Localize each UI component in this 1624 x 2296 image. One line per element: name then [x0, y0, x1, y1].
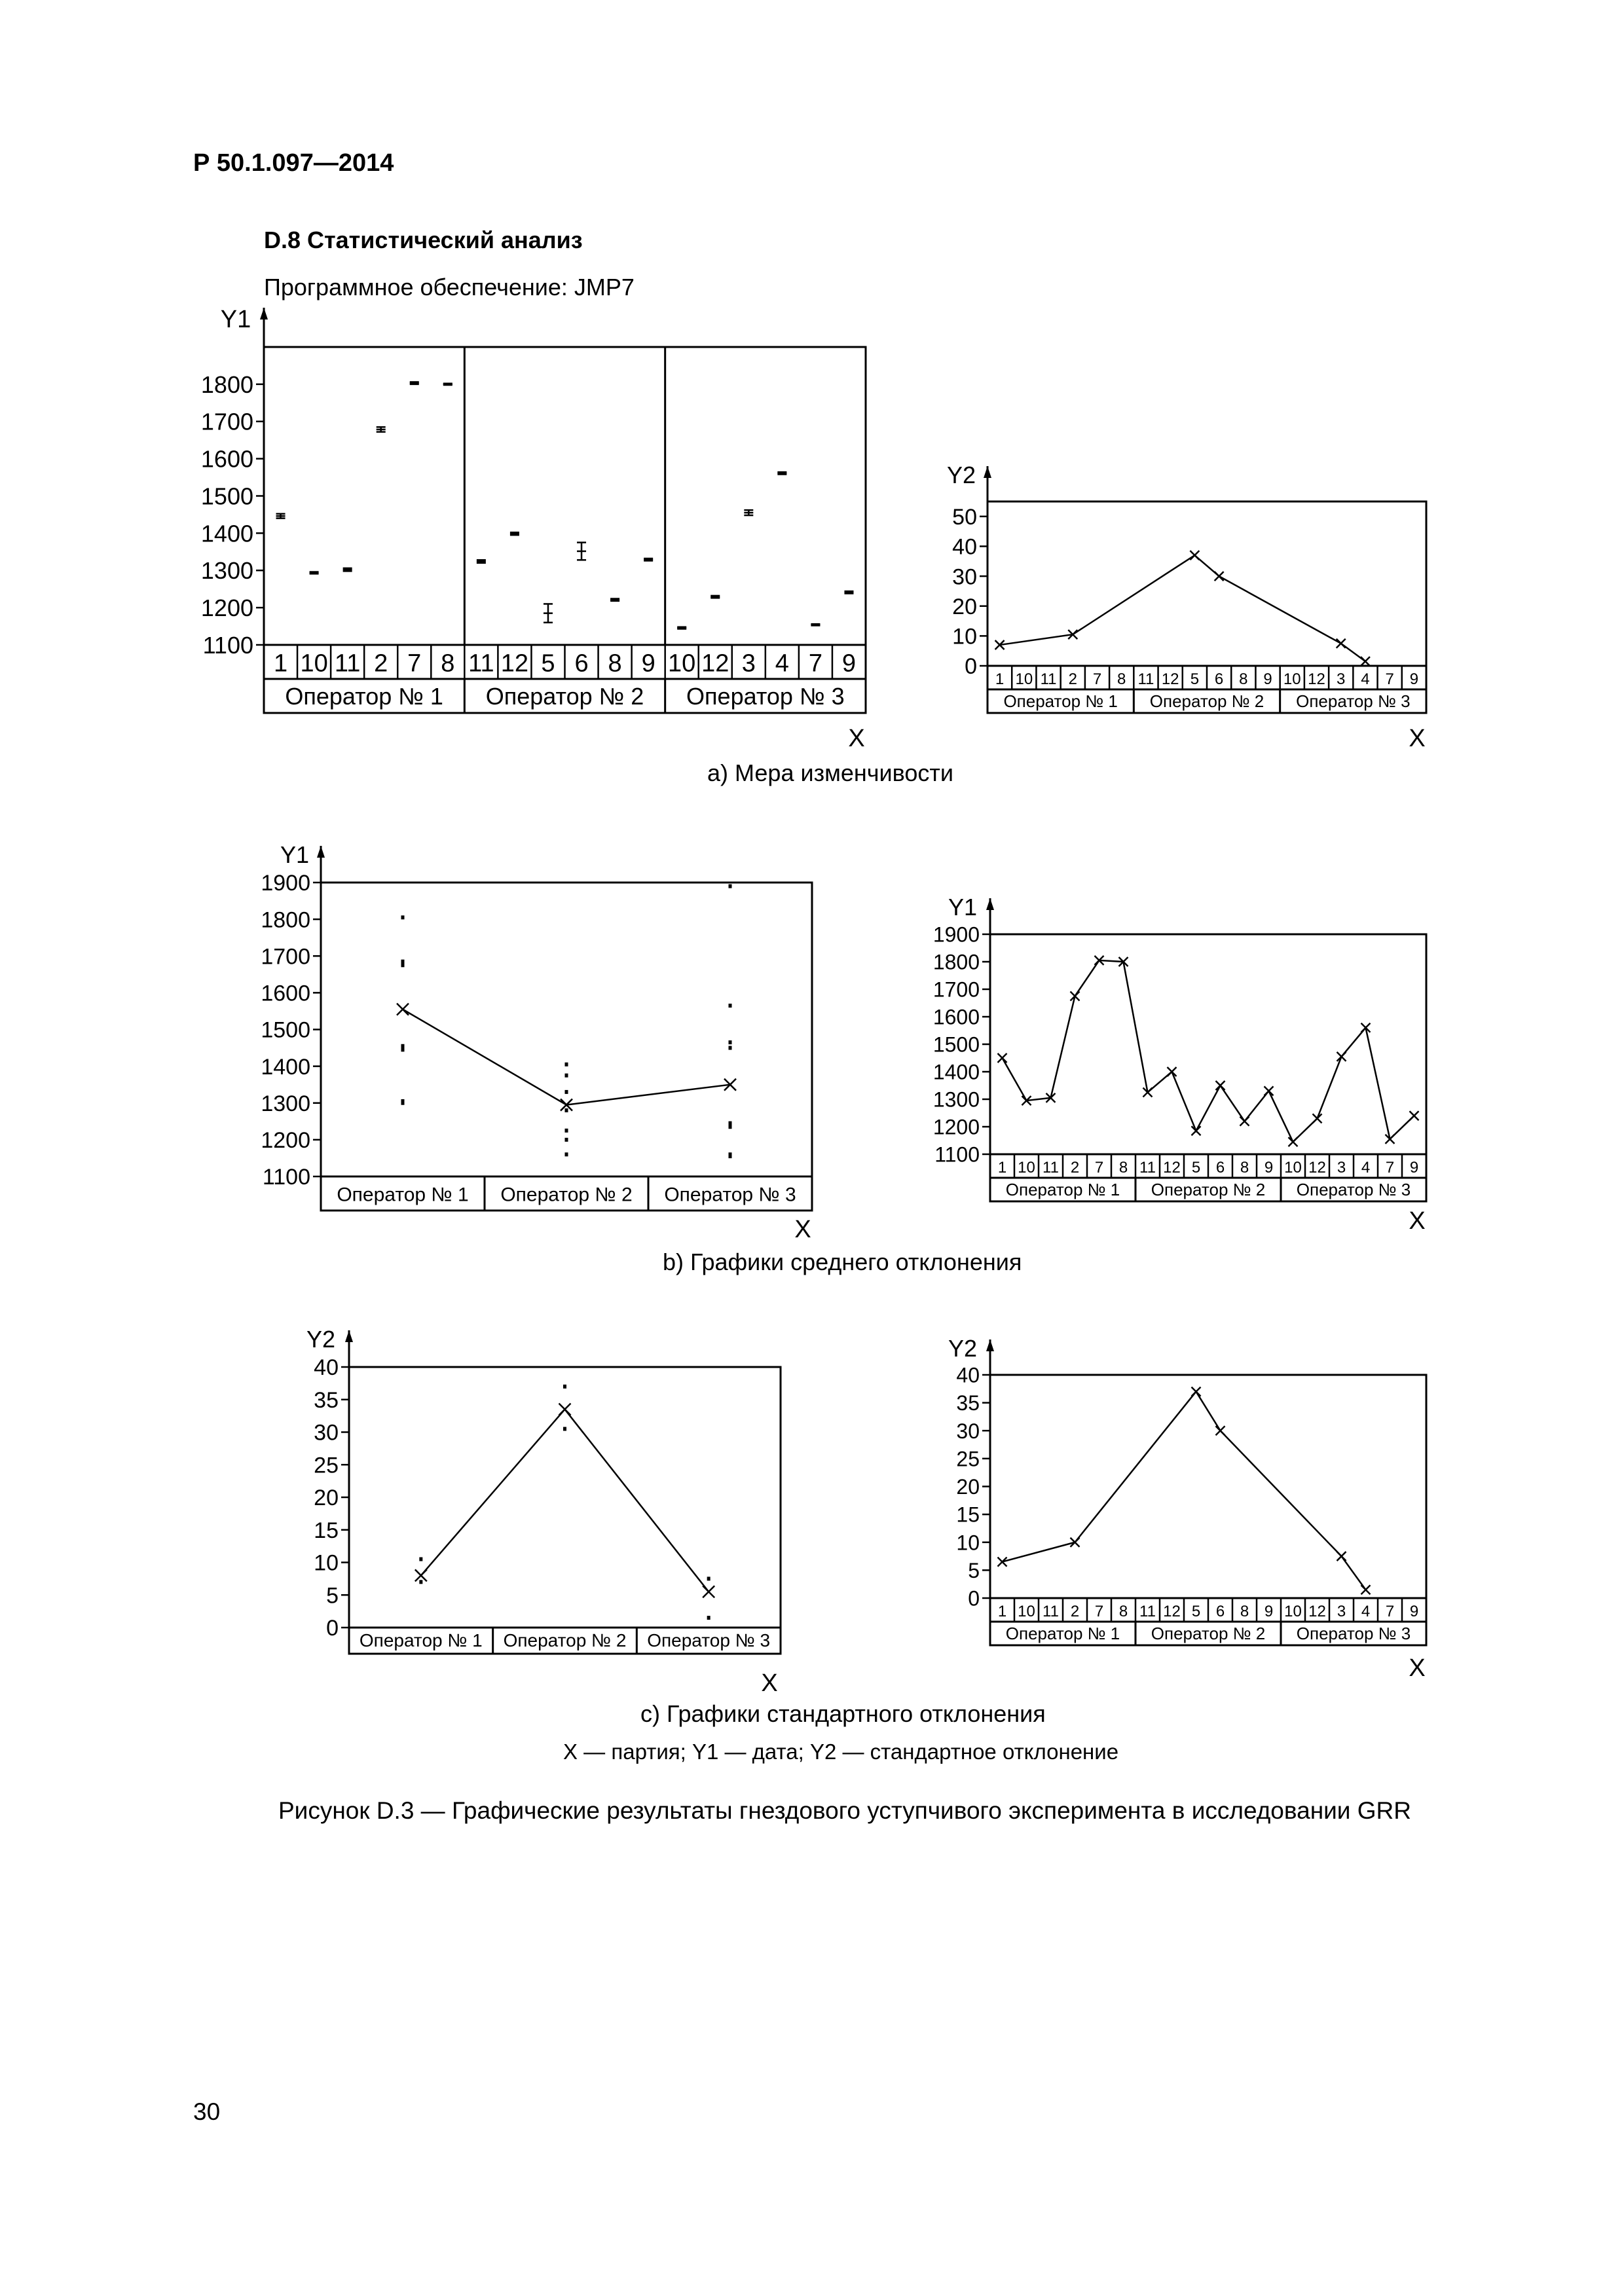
part-label: 1	[995, 670, 1005, 689]
data-point-marker	[1337, 1552, 1346, 1561]
software-note: Программное обеспечение: JMP7	[264, 274, 635, 301]
part-label: 2	[1068, 670, 1077, 689]
x-axis-label: X	[848, 725, 865, 752]
operator-label: Оператор № 3	[1296, 1180, 1411, 1199]
y-tick-label: 1600	[932, 1005, 980, 1029]
part-label: 8	[1117, 670, 1126, 689]
x-axis-label: X	[1409, 1207, 1426, 1235]
observation-dot	[707, 1616, 710, 1620]
data-point-marker	[1361, 657, 1370, 666]
data-point-marker	[1192, 1387, 1201, 1396]
part-label: 8	[608, 649, 622, 678]
data-point-marker	[1215, 572, 1224, 581]
part-label: 10	[1284, 1159, 1302, 1177]
y-tick-label: 40	[952, 534, 977, 560]
y-tick-label: 40	[956, 1363, 980, 1387]
part-label: 1	[997, 1603, 1007, 1621]
part-label: 8	[441, 649, 455, 678]
part-label: 10	[1018, 1603, 1035, 1621]
y-tick-label: 5	[968, 1558, 980, 1582]
part-label: 3	[1337, 1159, 1346, 1177]
part-label: 2	[1070, 1603, 1080, 1621]
data-point-marker	[1337, 1052, 1346, 1061]
data-point-marker	[1361, 1585, 1371, 1594]
y-tick-label: 1600	[200, 445, 253, 473]
part-label: 10	[1015, 670, 1033, 689]
y-tick-label: 1100	[202, 631, 253, 659]
part-label: 12	[1163, 1159, 1181, 1177]
observation-dot	[401, 960, 405, 964]
axis-legend: X — партия; Y1 — дата; Y2 — стандартное отклонение	[563, 1740, 1119, 1764]
y-tick-label: 1700	[200, 408, 253, 435]
y-tick-label: 1900	[932, 922, 980, 947]
part-label: 8	[1240, 1603, 1249, 1621]
y-tick-label: 1300	[200, 557, 253, 585]
plot-frame	[990, 1375, 1426, 1598]
part-label: 12	[1308, 1159, 1326, 1177]
observation-dot	[729, 1004, 732, 1008]
y-tick-label: 15	[314, 1518, 339, 1543]
data-point-marker	[1216, 1081, 1225, 1090]
part-label: 11	[1040, 670, 1057, 689]
observation-dot	[729, 884, 732, 888]
operator-label: Оператор № 2	[500, 1184, 633, 1206]
y-tick-label: 1200	[932, 1115, 980, 1139]
figure-caption: Рисунок D.3 — Графические результаты гнездового уступчивого эксперимента в исследовании GRR	[278, 1797, 1411, 1824]
data-point-marker	[1216, 1426, 1225, 1435]
observation-dot	[565, 1063, 568, 1066]
caption-a: а) Мера изменчивости	[707, 759, 953, 786]
page-number: 30	[193, 2098, 221, 2125]
part-label: 6	[1215, 1159, 1225, 1177]
part-label: 9	[1264, 1603, 1274, 1621]
x-axis-label: X	[761, 1669, 778, 1697]
y-tick-label: 20	[956, 1475, 980, 1499]
x-axis-label: X	[1409, 725, 1426, 752]
y-tick-label: 35	[314, 1387, 339, 1413]
y-axis-arrow	[984, 466, 991, 478]
data-point-marker	[559, 1404, 571, 1415]
y-axis-label: Y2	[946, 462, 976, 488]
y-tick-label: 1400	[261, 1054, 310, 1080]
y-tick-label: 1200	[200, 594, 253, 622]
y-tick-label: 1200	[261, 1128, 310, 1154]
operator-label: Оператор № 2	[503, 1630, 627, 1650]
y-tick-label: 10	[952, 624, 977, 649]
y-tick-label: 1800	[261, 907, 310, 933]
part-label: 10	[1284, 1603, 1302, 1621]
data-point-marker	[1264, 1086, 1274, 1095]
part-label: 9	[1409, 1603, 1419, 1621]
data-point-marker	[703, 1586, 714, 1597]
y-axis-label: Y1	[948, 894, 978, 920]
y-tick-label: 1400	[200, 520, 253, 547]
y-tick-label: 10	[956, 1531, 980, 1555]
x-axis-label: X	[794, 1216, 811, 1243]
series-line	[1003, 1392, 1366, 1590]
y-tick-label: 15	[956, 1503, 980, 1527]
x-axis-label: X	[1409, 1654, 1426, 1682]
y-axis-arrow	[345, 1330, 353, 1342]
part-label: 12	[701, 649, 729, 678]
part-label: 11	[1139, 1603, 1156, 1621]
y-tick-label: 1100	[262, 1165, 310, 1190]
observation-dot	[563, 1427, 566, 1431]
part-label: 4	[775, 649, 789, 678]
y-tick-label: 30	[952, 564, 977, 590]
part-label: 2	[374, 649, 388, 678]
operator-label: Оператор № 1	[1005, 1624, 1120, 1643]
observation-dot	[565, 1129, 568, 1133]
caption-b: b) Графики среднего отклонения	[663, 1248, 1022, 1275]
y-tick-label: 35	[956, 1391, 980, 1415]
part-label: 10	[668, 649, 696, 678]
y-tick-label: 1600	[261, 981, 310, 1006]
data-point-marker	[1410, 1111, 1419, 1120]
part-label: 10	[1283, 670, 1301, 689]
part-label: 6	[1215, 1603, 1225, 1621]
observation-dot	[401, 1101, 405, 1105]
part-label: 9	[1264, 1159, 1274, 1177]
series-line	[1003, 960, 1414, 1142]
y-tick-label: 25	[314, 1453, 339, 1478]
operator-label: Оператор № 3	[647, 1630, 771, 1650]
data-point-marker	[1289, 1137, 1298, 1146]
part-label: 11	[468, 649, 494, 678]
part-label: 8	[1118, 1159, 1128, 1177]
operator-label: Оператор № 2	[1151, 1180, 1266, 1199]
data-point-marker	[1240, 1117, 1249, 1126]
data-point-marker	[1168, 1067, 1177, 1076]
data-point-marker	[998, 1053, 1007, 1063]
operator-label: Оператор № 1	[285, 683, 443, 710]
part-label: 6	[574, 649, 589, 678]
part-label: 9	[1409, 670, 1419, 689]
document-code: Р 50.1.097—2014	[193, 149, 394, 177]
y-tick-label: 1500	[932, 1032, 980, 1057]
operator-label: Оператор № 3	[1296, 691, 1411, 711]
part-label: 6	[1214, 670, 1224, 689]
data-point-marker	[1190, 551, 1199, 560]
y-tick-label: 1700	[932, 977, 980, 1002]
operator-label: Оператор № 1	[1003, 691, 1118, 711]
y-axis-arrow	[986, 898, 994, 910]
observation-dot	[419, 1558, 422, 1561]
part-label: 3	[1337, 670, 1346, 689]
part-label: 3	[741, 649, 756, 678]
observation-dot	[729, 1125, 732, 1129]
data-point-marker	[1313, 1114, 1322, 1123]
part-label: 7	[1385, 1603, 1395, 1621]
part-label: 9	[841, 649, 857, 678]
part-label: 8	[1118, 1603, 1128, 1621]
y-tick-label: 1500	[261, 1017, 310, 1043]
y-tick-label: 40	[314, 1355, 339, 1381]
part-label: 10	[1018, 1159, 1035, 1177]
part-label: 11	[1139, 1159, 1156, 1177]
y-tick-label: 1300	[261, 1091, 310, 1116]
y-axis-arrow	[317, 846, 325, 858]
caption-c: с) Графики стандартного отклонения	[640, 1700, 1046, 1727]
part-label: 3	[1337, 1603, 1346, 1621]
observation-dot	[419, 1580, 422, 1584]
y-tick-label: 1500	[200, 483, 253, 510]
series-line	[1000, 555, 1365, 661]
part-label: 5	[1191, 1159, 1201, 1177]
operator-label: Оператор № 3	[664, 1184, 796, 1206]
part-label: 11	[1043, 1159, 1059, 1177]
part-label: 9	[1409, 1159, 1419, 1177]
operator-label: Оператор № 1	[359, 1630, 483, 1650]
observation-dot	[565, 1108, 568, 1112]
y-tick-label: 30	[956, 1419, 980, 1443]
part-label: 11	[1043, 1603, 1059, 1621]
y-axis-arrow	[260, 308, 268, 319]
part-label: 5	[1191, 1603, 1201, 1621]
y-axis-label: Y2	[306, 1326, 336, 1353]
part-label: 9	[1263, 670, 1272, 689]
y-tick-label: 20	[314, 1485, 339, 1511]
operator-label: Оператор № 2	[1149, 691, 1264, 711]
part-label: 4	[1361, 670, 1370, 689]
y-tick-label: 0	[965, 654, 977, 680]
y-tick-label: 0	[326, 1616, 339, 1641]
operator-label: Оператор № 2	[1151, 1624, 1266, 1643]
y-axis-label: Y1	[220, 306, 251, 333]
observation-dot	[565, 1074, 568, 1078]
y-tick-label: 25	[956, 1447, 980, 1471]
part-label: 12	[1161, 670, 1179, 689]
part-label: 12	[1163, 1603, 1181, 1621]
plot-frame	[987, 501, 1426, 666]
operator-label: Оператор № 3	[1296, 1624, 1411, 1643]
observation-dot	[729, 1040, 732, 1044]
part-label: 12	[1308, 670, 1325, 689]
observation-dot	[565, 1090, 568, 1094]
y-axis-label: Y2	[948, 1335, 978, 1362]
data-point-marker	[415, 1569, 427, 1581]
data-point-marker	[998, 1558, 1007, 1567]
observation-dot	[401, 1048, 405, 1051]
y-tick-label: 50	[952, 505, 977, 530]
part-label: 11	[1137, 670, 1154, 689]
part-label: 7	[1385, 670, 1394, 689]
y-tick-label: 1300	[932, 1087, 980, 1112]
y-tick-label: 1900	[261, 871, 310, 896]
observation-dot	[563, 1385, 566, 1389]
part-label: 5	[541, 649, 555, 678]
part-label: 7	[1094, 1603, 1104, 1621]
operator-label: Оператор № 3	[686, 683, 845, 710]
y-tick-label: 5	[326, 1583, 339, 1609]
part-label: 9	[641, 649, 655, 678]
operator-label: Оператор № 2	[485, 683, 644, 710]
part-label: 7	[407, 649, 422, 678]
part-label: 8	[1239, 670, 1248, 689]
y-tick-label: 1100	[934, 1142, 980, 1167]
plot-frame	[349, 1367, 781, 1628]
part-label: 11	[334, 649, 361, 678]
series-line	[421, 1410, 709, 1592]
part-label: 7	[1385, 1159, 1395, 1177]
part-label: 4	[1361, 1159, 1371, 1177]
observation-dot	[729, 1046, 732, 1050]
observation-dot	[565, 1138, 568, 1142]
y-tick-label: 10	[314, 1550, 339, 1576]
y-tick-label: 1800	[932, 950, 980, 974]
y-tick-label: 1700	[261, 944, 310, 970]
part-label: 4	[1361, 1603, 1371, 1621]
observation-dot	[707, 1576, 710, 1580]
observation-dot	[729, 1154, 732, 1158]
data-point-marker	[1337, 639, 1346, 648]
data-point-marker	[397, 1004, 409, 1015]
part-label: 12	[1308, 1603, 1326, 1621]
part-label: 10	[300, 649, 328, 678]
y-axis-arrow	[986, 1339, 994, 1351]
y-tick-label: 1400	[932, 1060, 980, 1084]
part-label: 1	[997, 1159, 1007, 1177]
part-label: 7	[1092, 670, 1102, 689]
observation-dot	[401, 1044, 405, 1048]
observation-dot	[729, 1121, 732, 1125]
part-label: 7	[1094, 1159, 1104, 1177]
plot-frame	[264, 347, 866, 645]
part-label: 2	[1070, 1159, 1080, 1177]
part-label: 12	[500, 649, 529, 678]
plot-frame	[990, 934, 1426, 1154]
y-axis-label: Y1	[280, 841, 310, 868]
data-point-marker	[1071, 1538, 1080, 1547]
part-label: 5	[1190, 670, 1200, 689]
operator-label: Оператор № 1	[1005, 1180, 1120, 1199]
section-title: D.8 Статистический анализ	[264, 227, 583, 253]
observation-dot	[565, 1152, 568, 1156]
part-label: 7	[808, 649, 822, 678]
y-tick-label: 20	[952, 594, 977, 619]
part-label: 1	[273, 649, 288, 678]
part-label: 8	[1240, 1159, 1249, 1177]
operator-label: Оператор № 1	[337, 1184, 469, 1206]
y-tick-label: 0	[968, 1586, 980, 1611]
y-tick-label: 30	[314, 1420, 339, 1446]
observation-dot	[401, 963, 405, 967]
y-tick-label: 1800	[200, 371, 253, 398]
data-point-marker	[1192, 1126, 1201, 1135]
observation-dot	[401, 915, 405, 919]
